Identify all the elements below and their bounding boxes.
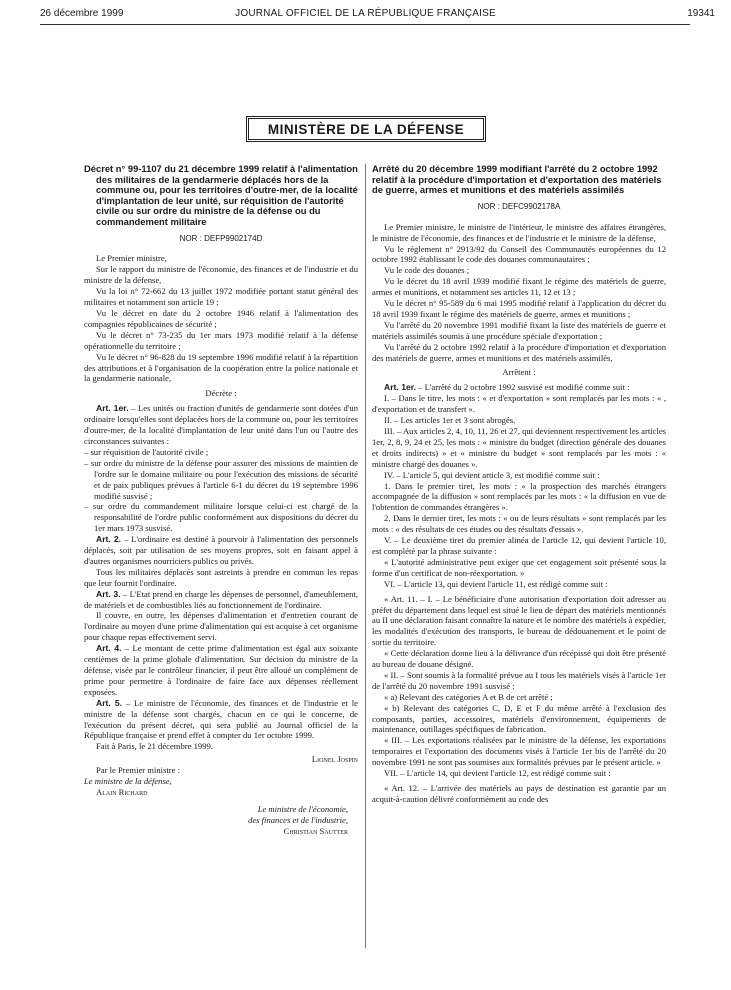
- order-para: Vu l'arrêté du 2 octobre 1992 relatif à la procédure d'importation et d'exportation des matériels de guerre, armes et munitions et des matériels assimilés,: [372, 341, 666, 363]
- order-para: VI. – L'article 13, qui devient l'article 11, est rédigé comme suit :: [384, 578, 608, 589]
- decree-article-3: [84, 589, 358, 611]
- header-page-number: 19341: [687, 8, 715, 19]
- order-para: Vu le décret n° 95-589 du 6 mai 1995 modifié relatif à l'application du décret du 18 avril 1939 fixant le régime des matériels de guerre, armes et munitions ;: [372, 298, 666, 319]
- decree-article-1: [84, 403, 358, 447]
- order-title: Arrêté du 20 décembre 1999 modifiant l'arrêté du 2 octobre 1992 relatif à la procédure d'importation et d'exportation des matériels de guerre, armes et munitions et des matériels assimilés: [372, 163, 662, 196]
- decree-para: Tous les militaires déplacés sont astreints à prendre en commun les repas que leur fournit l'ordinaire.: [84, 566, 358, 588]
- order-para: IV. – L'article 5, qui devient article 3, est modifié comme suit :: [384, 469, 600, 480]
- order-para: Vu le code des douanes ;: [384, 265, 470, 276]
- decree-decrete: Décrète :: [205, 388, 237, 399]
- order-para: « Art. 11. – I. – Le bénéficiaire d'une autorisation d'exportation doit adresser au préfet du département dans lequel est situé le lieu de départ des matériels mentionnés au II une déclaration faisant connaître la nature et le nombre des matériels à expédier, les modalités d'exécution des transports, le bureau de dédouanement et le point de sortie du territoire.: [372, 593, 666, 648]
- order-para: Le Premier ministre, le ministre de l'intérieur, le ministre des affaires étrangères, le ministre de l'économie, des finances et de l'industrie et le ministre de la défense,: [372, 221, 666, 243]
- decree-title: Décret n° 99-1107 du 21 décembre 1999 relatif à l'alimentation des militaires de la gendarmerie déplacés hors de la commune ou, pour les territoires d'outre-mer, de la localité d'implantation de leur unité, sur réquisition de l'autorité civile ou sur ordre du ministre de la défense ou du commandement militaire: [84, 163, 358, 227]
- header-date: 26 décembre 1999: [40, 8, 124, 19]
- order-para: V. – Le deuxième tiret du premier alinéa de l'article 12, qui devient l'article 10, est complété par la phrase suivante :: [372, 535, 666, 556]
- order-para: « L'autorité administrative peut exiger que cet engagement soit présenté sous la forme d'un certificat de non-réexportation. »: [372, 556, 666, 578]
- decree-article-4: [84, 643, 358, 698]
- decree-nor: NOR : DEFP9902174D: [179, 233, 263, 243]
- economy-minister-title: Le ministre de l'économie,: [257, 803, 348, 814]
- article-label: Art. 2.: [96, 534, 122, 545]
- order-para: « III. – Les exportations réalisées par le ministre de la défense, les exportations temporaires et l'exportation des documents visés à l'article 1er bis de l'arrêté du 20 novembre 1991 ne sont pas soumises aux formalités prévues par le présent article. »: [372, 735, 666, 768]
- order-para: Vu l'arrêté du 20 novembre 1991 modifié fixant la liste des matériels de guerre et matériels assimilés soumis à une procédure spéciale d'exportation ;: [372, 319, 666, 341]
- order-para: 1. Dans le premier tiret, les mots : « la prospection des marchés étrangers accompagnée de la diffusion » sont remplacés par les mots : « la diffusion en vue de l'obtention de commandes étrangères ».: [372, 480, 666, 513]
- header-journal-title: JOURNAL OFFICIEL DE LA RÉPUBLIQUE FRANÇAISE: [235, 8, 496, 19]
- order-arretent: Arrêtent :: [502, 367, 536, 378]
- article-label: Art. 1er.: [384, 382, 417, 393]
- article-text: – L'ordinaire est destiné à pourvoir à l'alimentation des personnels déplacés, soit par utilisation de ses moyens propres, soit en faisant appel à d'autres organismes nourriciers publics ou privés.: [84, 534, 359, 566]
- order-para: Vu le règlement n° 2913/92 du Conseil des Communautés européennes du 12 octobre 1992 établissant le code des douanes communautaires ;: [372, 243, 666, 265]
- decree-dash-item: – sur ordre du ministre de la défense pour assurer des missions de maintien de l'ordre sur le domaine militaire ou pour l'exécution des missions de sécurité et de paix publiques prévues à l'article 6-1 du décret du 19 septembre 1996 modifié susvisé ;: [84, 457, 358, 501]
- order-article-1: [372, 382, 666, 393]
- order-para: « a) Relevant des catégories A et B de cet arrêté ;: [384, 691, 553, 702]
- order-para: III. – Aux articles 2, 4, 10, 11, 26 et 27, qui deviennent respectivement les articles 1er, 2, 8, 9, 24 et 25, les mots : « ministre du budget (direction générale des douanes et droits indirects) » et « ministre du budget » sont remplacés par les mots : « ministre chargé des douanes ».: [372, 426, 666, 469]
- article-text: – L'arrêté du 2 octobre 1992 susvisé est modifié comme suit :: [416, 382, 630, 393]
- article-text: – Les unités ou fraction d'unités de gendarmerie sont dotées d'un ordinaire lorsqu'elles sont déplacées hors de la commune ou, pour les territoires d'outre-mer, de la localité d'implantation de leur unité dans l'un ou l'autre des circonstances suivantes :: [84, 403, 358, 446]
- order-para: « II. – Sont soumis à la formalité prévue au I tous les matériels visés à l'article 1er de l'arrêté du 20 novembre 1991 susvisé :: [372, 669, 666, 691]
- column-divider: [365, 164, 366, 948]
- ministry-heading: MINISTÈRE DE LA DÉFENSE: [246, 116, 486, 142]
- order-para: I. – Dans le titre, les mots : « et d'exportation » sont remplacés par les mots : « , d'exportation et de transfert ».: [372, 393, 666, 415]
- page-header: [0, 8, 731, 24]
- signature-defence-minister: Alain Richard: [96, 786, 148, 797]
- order-para: Vu le décret du 18 avril 1939 modifié fixant le régime des matériels de guerre, armes et munitions, et notamment ses articles 11, 12 et 13 ;: [372, 276, 666, 298]
- decree-para: Vu le décret n° 96-828 du 19 septembre 1996 modifié relatif à la répartition des attributions et à l'organisation de la coopération entre la police nationale et la gendarmerie nationale,: [84, 351, 358, 384]
- defence-minister-title: Le ministre de la défense,: [84, 776, 172, 787]
- decree-para: Sur le rapport du ministre de l'économie, des finances et de l'industrie et du ministre de la défense,: [84, 264, 358, 286]
- economy-minister-title-2: des finances et de l'industrie,: [248, 814, 348, 825]
- order-para: « b) Relevant des catégories C, D, E et F du même arrêté à l'exclusion des composants, parties, accessoires, matériels d'environnement, équipements de maintenance, outillages spécifiques de fabrication.: [372, 702, 666, 735]
- decree-para: Vu le décret en date du 2 octobre 1946 relatif à l'alimentation des compagnies républicaines de sécurité ;: [84, 308, 358, 329]
- decree-done-at: Fait à Paris, le 21 décembre 1999.: [96, 741, 213, 752]
- decree-article-5: [84, 698, 358, 742]
- article-label: Art. 4.: [96, 643, 122, 654]
- order-para: VII. – L'article 14, qui devient l'article 12, est rédigé comme suit :: [384, 768, 611, 779]
- decree-dash-item: – sur ordre du commandement militaire lorsque celui-ci est chargé de la responsabilité de l'ordre public conformément aux dispositions du décret du 1er mars 1973 susvisé.: [84, 501, 358, 534]
- article-label: Art. 1er.: [96, 403, 129, 414]
- order-para: « Cette déclaration donne lieu à la délivrance d'un récépissé qui doit être présenté au bureau de douane désigné.: [372, 648, 666, 670]
- decree-dash-item: – sur réquisition de l'autorité civile ;: [84, 446, 209, 457]
- order-para: II. – Les articles 1er et 3 sont abrogés.: [384, 415, 516, 426]
- decree-para: Il couvre, en outre, les dépenses d'alimentation et d'entretien courant de l'ordinaire au moyen d'une prime d'alimentation qui est acquise à cet organisme pour chaque repas effectivement servi.: [84, 610, 358, 643]
- order-para: « Art. 12. – L'arrivée des matériels au pays de destination est garantie par un acquit-à-caution délivré conformément au code des: [372, 783, 666, 804]
- article-text: – Le ministre de l'économie, des finances et de l'industrie et le ministre de la défense sont chargés, chacun en ce qui le concerne, de l'exécution du présent décret, qui sera publié au Journal officiel de la République française et prend effet à compter du 1er octobre 1999.: [84, 697, 358, 741]
- order-column: [372, 164, 666, 805]
- article-text: – L'Etat prend en charge les dépenses de personnel, d'ameublement, de matériels et de combustibles liés au fonctionnement de l'ordinaire.: [84, 588, 358, 610]
- decree-column: [84, 164, 358, 837]
- article-label: Art. 3.: [96, 588, 121, 599]
- article-label: Art. 5.: [96, 697, 123, 708]
- signature-economy-minister: Christian Sautter: [283, 825, 348, 836]
- decree-article-2: [84, 534, 358, 567]
- order-para: 2. Dans le dernier tiret, les mots : « ou de leurs résultats » sont remplacés par les mots : « des résultats de ces études ou des résultats d'essais ».: [372, 513, 666, 535]
- decree-para: Vu la loi n° 72-662 du 13 juillet 1972 modifiée portant statut général des militaires et notamment son article 19 ;: [84, 286, 358, 308]
- order-nor: NOR : DEFC9902178A: [477, 201, 561, 211]
- article-text: – Le montant de cette prime d'alimentation est égal aux soixante centièmes de la prime globale d'alimentation. Sur décision du ministre de la défense, visée par le contrôleur financier, il peut être alloué un complément de prime pour permettre à l'ordinaire de faire face aux dépenses réellement exposées.: [84, 643, 358, 697]
- signature-prime-minister: Lionel Jospin: [311, 754, 358, 765]
- decree-para: Vu le décret n° 73-235 du 1er mars 1973 modifié relatif à la défense opérationnelle du territoire ;: [84, 329, 358, 351]
- by-prime-minister: Par le Premier ministre :: [96, 765, 181, 776]
- header-rule: [40, 24, 690, 25]
- decree-para: Le Premier ministre,: [96, 253, 167, 264]
